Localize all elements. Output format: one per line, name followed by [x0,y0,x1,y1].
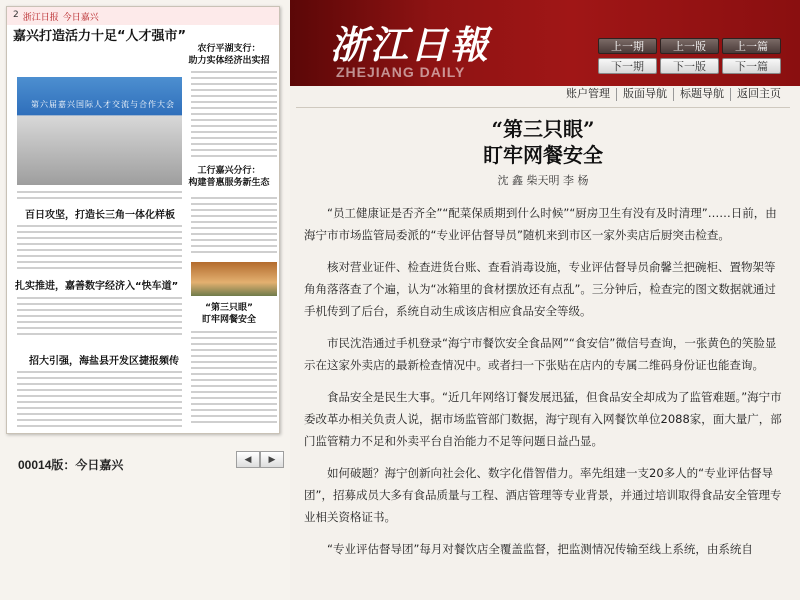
prev-page-button[interactable] [236,451,260,468]
logo-english: ZHEJIANG DAILY [336,64,466,80]
next-article-button[interactable]: 下一篇 [722,58,781,74]
article-paragraph: 核对营业证件、检查进货台账、查看消毒设施，专业评估督导员俞馨兰把碗柜、置物架等角角落落查了个遍，认为“冰箱里的食材摆放还有点乱”。三分钟后，检查完的图文数据就通过手机传到了后台，系统自动生成该店相应食品安全等级。 [304,260,776,318]
article-paragraph: 食品安全是民生大事。“近几年网络订餐发展迅猛，但食品安全却成为了监管难题。”海宁市委改革办相关负责人说，据市场监管部门数据，海宁现有入网餐饮单位2088家，面大量广，部门监管精力不足和外卖平台自治能力不足等问题日益凸显。 [304,390,782,448]
thumb-headline-side1[interactable]: 农行平湖支行： 助力实体经济出实招 [188,44,270,66]
thumb-paper-name: 浙江日报 [22,13,59,23]
next-issue-button[interactable]: 下一期 [598,58,657,74]
menu-home[interactable]: 返回主页 [730,88,787,101]
thumb-text-lines [17,191,182,203]
article-paragraph: “专业评估督导团”每月对餐饮店全覆盖监督，把监测情况传输至线上系统，由系统自 [327,542,753,556]
thumb-text-lines [191,71,277,161]
divider [296,107,790,108]
menu-account[interactable]: 账户管理 [566,88,610,100]
article-authors: 沈 鑫 柴天明 李 杨 [497,174,589,187]
chevron-right-icon: ▶ [268,454,276,465]
prev-issue-button[interactable]: 上一期 [598,38,657,54]
thumb-text-lines [191,331,277,427]
chevron-left-icon: ◀ [244,454,252,465]
edition-label: 00014版：今日嘉兴 [18,458,124,472]
thumb-text-lines [191,197,277,257]
article [304,116,782,560]
thumb-header [7,7,279,25]
next-page-button[interactable] [260,451,284,468]
thumb-headline-main[interactable]: 嘉兴打造活力十足“人才强市” [13,29,187,44]
thumb-text-lines [17,225,182,273]
article-title-line2: 盯牢网餐安全 [483,143,603,167]
article-title-line1: “第三只眼” [491,117,595,141]
thumb-photo-banner: 第六届嘉兴国际人才交流与合作大会 [31,100,175,109]
article-paragraph: “员工健康证是否齐全”“配菜保质期到什么时候”“厨房卫生有没有及时清理”……日前，由海宁市市场监管局委派的“专业评估督导员”随机来到市区一家外卖店后厨突击检查。 [304,206,777,242]
thumb-headline-mid[interactable]: 百日攻坚，打造长三角一体化样板 [25,210,175,221]
thumb-photo-small [191,262,277,296]
top-menu [560,88,787,101]
thumb-headline-bottom[interactable]: 招大引强，海盐县开发区捷报频传 [29,356,179,367]
page-thumbnail[interactable] [6,6,280,434]
prev-article-button[interactable]: 上一篇 [722,38,781,54]
thumb-headline-side2[interactable]: 工行嘉兴分行： 构建普惠服务新生态 [188,166,270,188]
prev-page-edition-button[interactable]: 上一版 [660,38,719,54]
logo[interactable]: 浙江日報 [330,22,491,67]
left-pane [0,0,290,600]
menu-title-nav[interactable]: 标题导航 [673,88,730,101]
thumb-text-lines [17,371,182,431]
issue-navigation [598,38,781,74]
thumb-text-lines [17,297,182,339]
thumb-section-name: 今日嘉兴 [62,13,99,23]
thumb-photo-conference [17,77,182,185]
page-arrows [236,451,284,468]
article-paragraph: 如何破题？海宁创新向社会化、数字化借智借力。率先组建一支20多人的“专业评估督导团”，招募成员大多有食品质量与工程、酒店管理等专业背景，并通过培训取得食品安全管理专业相关资格证书。 [304,466,782,524]
article-paragraph: 市民沈浩通过手机登录“海宁市餐饮安全食品网”“食安信”微信号查询，一张黄色的笑脸显示在这家外卖店的最新检查情况中。或者扫一下张贴在店内的专属二维码身份证也能查询。 [304,336,777,372]
menu-page-nav[interactable]: 版面导航 [616,88,673,101]
next-page-edition-button[interactable]: 下一版 [660,58,719,74]
thumb-page-number: 2 [13,10,19,20]
thumb-headline-low[interactable]: 扎实推进，嘉善数字经济入“快车道” [15,281,179,292]
site-header [290,0,800,86]
thumb-headline-side3[interactable]: “第三只眼” 盯牢网餐安全 [201,303,256,325]
